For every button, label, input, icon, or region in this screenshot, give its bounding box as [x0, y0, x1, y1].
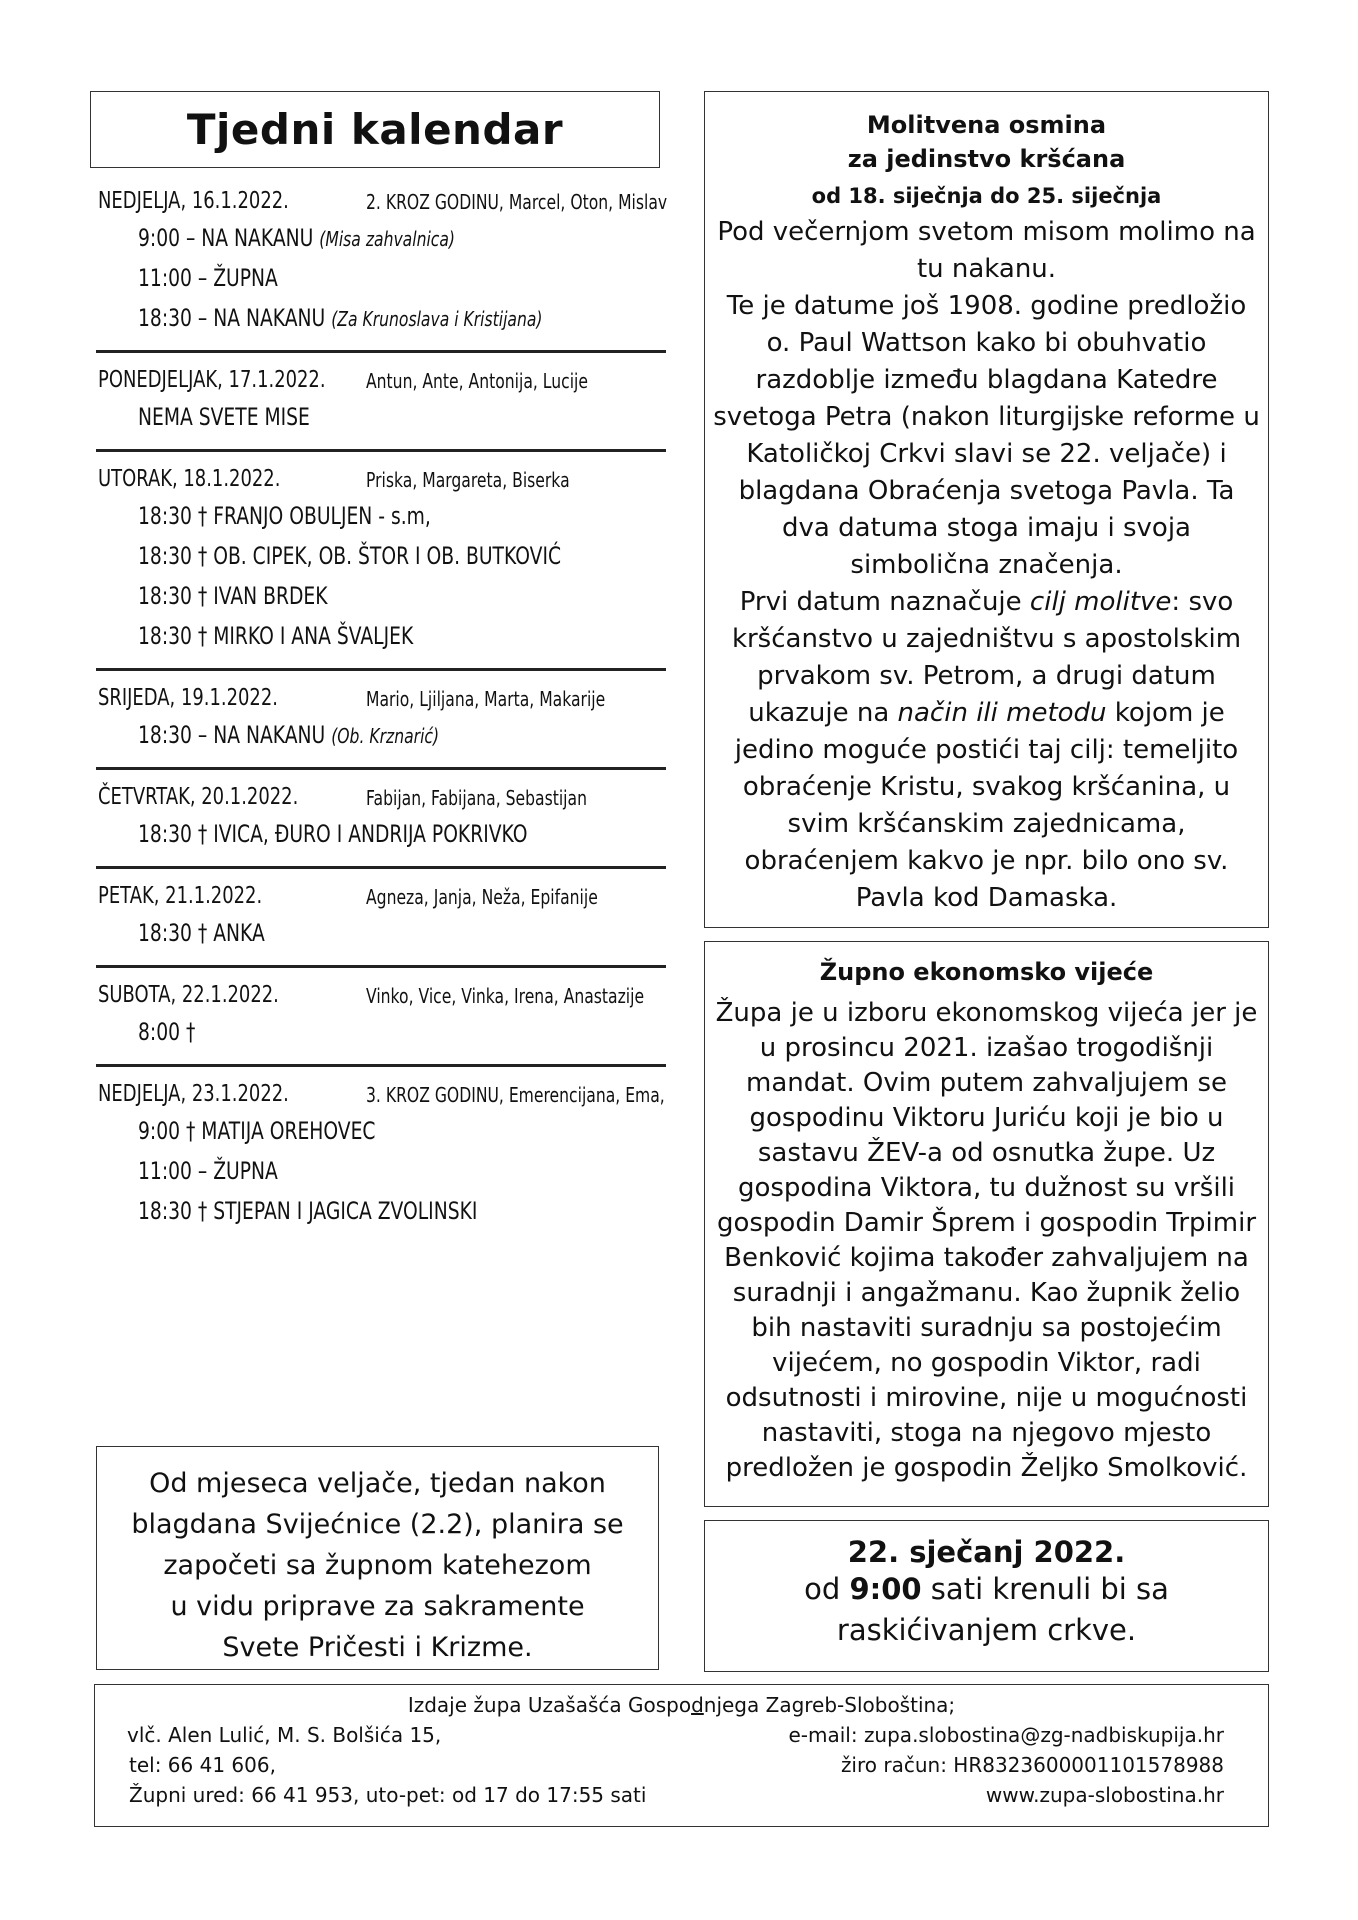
mass-text: 18:30 † FRANJO OBULJEN - s.m,: [138, 502, 431, 530]
mass-entry: [138, 1018, 550, 1058]
mass-entry: [138, 264, 550, 304]
footer-box: [94, 1684, 1269, 1827]
calendar-day: [96, 188, 666, 350]
footer-tel: tel: 66 41 606,: [129, 1753, 276, 1777]
day-saints: Antun, Ante, Antonija, Lucije: [366, 369, 588, 393]
notice-line: započeti sa župnom katehezom: [163, 1550, 592, 1581]
prayer-dates: od 18. siječnja do 25. siječnja: [811, 184, 1162, 208]
text-span: njega Zagreb-Sloboština;: [703, 1693, 956, 1717]
mass-text: 18:30 † ANKA: [138, 919, 265, 947]
event-body: [705, 1569, 1268, 1651]
day-saints: 3. KROZ GODINU, Emerencijana, Ema,: [366, 1083, 665, 1107]
mass-entry: [138, 403, 550, 443]
footer-priest: vlč. Alen Lulić, M. S. Bolšića 15,: [127, 1723, 442, 1747]
page-title: Tjedni kalendar: [186, 105, 564, 154]
mass-entry: [138, 224, 550, 264]
mass-entry: [138, 304, 550, 344]
mass-text: 8:00 †: [138, 1018, 196, 1046]
day-saints: Mario, Ljiljana, Marta, Makarije: [366, 687, 606, 711]
footer-email[interactable]: e-mail: zupa.slobostina@zg-nadbiskupija.hr: [788, 1723, 1224, 1747]
mass-entry: [138, 582, 550, 622]
text-span: : svo kršćanstvo u zajedništvu s apostolskim prvakom sv. Petrom, a drugi datum ukazuje na: [731, 587, 1242, 728]
mass-text: 18:30 † STJEPAN I JAGICA ZVOLINSKI: [138, 1197, 478, 1225]
mass-entry: [138, 820, 550, 860]
mass-text: 9:00 † MATIJA OREHOVEC: [138, 1117, 376, 1145]
notice-line: Svete Pričesti i Krizme.: [222, 1632, 533, 1663]
calendar-title-box: [90, 91, 660, 168]
day-date: SUBOTA, 22.1.2022.: [98, 982, 279, 1008]
council-box: [704, 941, 1269, 1507]
mass-intention-note: (Ob. Krznarić): [331, 724, 440, 748]
text-span: sati krenuli bi sa: [921, 1572, 1169, 1606]
prayer-title-line: Molitvena osmina: [866, 111, 1107, 139]
day-separator: [96, 1064, 666, 1067]
council-body: Župa je u izboru ekonomskog vijeća jer je u prosincu 2021. izašao trogodišnji mandat. Ovim putem zahvaljujem se gospodinu Viktoru Juriću koji je bio u sastavu ŽEV-a od osnutka župe. Uz gospodina Viktora, tu dužnost su vršili gospodin Damir Šprem i gospodin Trpimir Benković kojima također zahvaljujem na suradnji i angažmanu. Kao župnik želio bih nastaviti suradnju sa postojećim vijećem, no gospodin Viktor, radi odsutnosti i mirovine, nije u mogućnosti nastaviti, stoga na njegovo mjesto predložen je gospodin Željko Smolković.: [715, 998, 1258, 1483]
calendar-day: [96, 466, 666, 668]
mass-text: 11:00 – ŽUPNA: [138, 264, 278, 292]
day-separator: [96, 350, 666, 353]
mass-entry: [138, 1117, 550, 1157]
mass-text: 18:30 † IVICA, ĐURO I ANDRIJA POKRIVKO: [138, 820, 528, 848]
event-date: 22. sječanj 2022.: [847, 1535, 1126, 1569]
day-saints: Fabijan, Fabijana, Sebastijan: [366, 786, 587, 810]
day-header: [96, 367, 666, 403]
day-header: [96, 188, 666, 224]
day-header: [96, 466, 666, 502]
day-header: [96, 883, 666, 919]
day-saints: Vinko, Vice, Vinka, Irena, Anastazije: [366, 984, 645, 1008]
mass-text: 18:30 † MIRKO I ANA ŠVALJEK: [138, 622, 414, 650]
prayer-paragraph: [711, 584, 1262, 917]
prayer-body: [705, 214, 1268, 917]
text-span: Prvi datum naznačuje: [739, 587, 1030, 617]
day-date: UTORAK, 18.1.2022.: [98, 466, 281, 492]
mass-intention-note: (Za Krunoslava i Kristijana): [331, 307, 543, 331]
text-span: kojom je jedino moguće postići taj cilj: temeljito obraćenje Kristu, svakog kršćanina, u svim kršćanskim zajednicama, obraćenjem kakvo je npr. bilo ono sv. Pavla kod Damaska.: [734, 698, 1239, 913]
day-date: PONEDJELJAK, 17.1.2022.: [98, 367, 326, 393]
emphasis-goal: cilj molitve: [1029, 587, 1172, 617]
calendar-day: [96, 685, 666, 767]
event-box: [704, 1520, 1269, 1672]
notice-line: blagdana Svijećnice (2.2), planira se: [131, 1509, 624, 1540]
calendar-day: [96, 982, 666, 1064]
footer-account: žiro račun: HR8323600001101578988: [840, 1753, 1224, 1777]
mass-entry: [138, 919, 550, 959]
footer-web[interactable]: www.zupa-slobostina.hr: [985, 1783, 1224, 1807]
mass-entry: [138, 1157, 550, 1197]
mass-text: 18:30 † OB. CIPEK, OB. ŠTOR I OB. BUTKOVIĆ: [138, 542, 562, 570]
mass-entry: [138, 1197, 550, 1237]
mass-text: 9:00 – NA NAKANU: [138, 224, 314, 252]
mass-entry: [138, 622, 550, 662]
calendar-day: [96, 784, 666, 866]
mass-intention-note: (Misa zahvalnica): [319, 227, 456, 251]
weekly-calendar: [96, 188, 666, 1243]
text-span: od: [804, 1572, 850, 1606]
emphasis-method: način ili metodu: [897, 698, 1107, 728]
calendar-day: [96, 1081, 666, 1243]
prayer-week-box: [704, 91, 1269, 928]
mass-text: 11:00 – ŽUPNA: [138, 1157, 278, 1185]
mass-text: 18:30 – NA NAKANU: [138, 304, 326, 332]
calendar-day: [96, 883, 666, 965]
council-title: Župno ekonomsko vijeće: [819, 958, 1154, 986]
day-separator: [96, 866, 666, 869]
text-span: d: [691, 1693, 704, 1717]
day-date: NEDJELJA, 16.1.2022.: [98, 188, 289, 214]
catechesis-notice: [96, 1446, 659, 1670]
day-separator: [96, 767, 666, 770]
day-separator: [96, 449, 666, 452]
mass-entry: [138, 721, 550, 761]
event-time: 9:00: [849, 1572, 922, 1606]
day-saints: 2. KROZ GODINU, Marcel, Oton, Mislav: [366, 190, 668, 214]
mass-text: NEMA SVETE MISE: [138, 403, 310, 431]
mass-text: 18:30 – NA NAKANU: [138, 721, 326, 749]
prayer-title-line: za jedinstvo kršćana: [847, 145, 1126, 173]
day-header: [96, 1081, 666, 1117]
day-saints: Priska, Margareta, Biserka: [366, 468, 570, 492]
footer-publisher: [95, 1693, 1268, 1717]
event-line: [705, 1569, 1268, 1610]
notice-line: Od mjeseca veljače, tjedan nakon: [149, 1468, 606, 1499]
notice-line: u vidu priprave za sakramente: [170, 1591, 585, 1622]
day-date: ČETVRTAK, 20.1.2022.: [98, 784, 299, 810]
prayer-paragraph: Pod večernjom svetom misom molimo na tu nakanu.: [717, 217, 1256, 284]
day-separator: [96, 668, 666, 671]
day-date: SRIJEDA, 19.1.2022.: [98, 685, 278, 711]
day-header: [96, 784, 666, 820]
day-date: PETAK, 21.1.2022.: [98, 883, 263, 909]
mass-entry: [138, 502, 550, 542]
prayer-title: [705, 108, 1268, 176]
day-date: NEDJELJA, 23.1.2022.: [98, 1081, 289, 1107]
prayer-paragraph: Te je datume još 1908. godine predložio o. Paul Wattson kako bi obuhvatio razdoblje između blagdana Katedre svetoga Petra (nakon liturgijske reforme u Katoličkoj Crkvi slavi se 22. veljače) i blagdana Obraćenja svetoga Pavla. Ta dva datuma stoga imaju i svoja simbolična značenja.: [713, 291, 1260, 580]
calendar-day: [96, 367, 666, 449]
mass-text: 18:30 † IVAN BRDEK: [138, 582, 328, 610]
day-separator: [96, 965, 666, 968]
event-line: raskićivanjem crkve.: [836, 1613, 1137, 1647]
footer-office: Župni ured: 66 41 953, uto-pet: od 17 do 17:55 sati: [129, 1783, 647, 1807]
mass-entry: [138, 542, 562, 582]
day-header: [96, 685, 666, 721]
text-span: Izdaje župa Uzašašća Gospo: [407, 1693, 692, 1717]
day-saints: Agneza, Janja, Neža, Epifanije: [366, 885, 598, 909]
day-header: [96, 982, 666, 1018]
